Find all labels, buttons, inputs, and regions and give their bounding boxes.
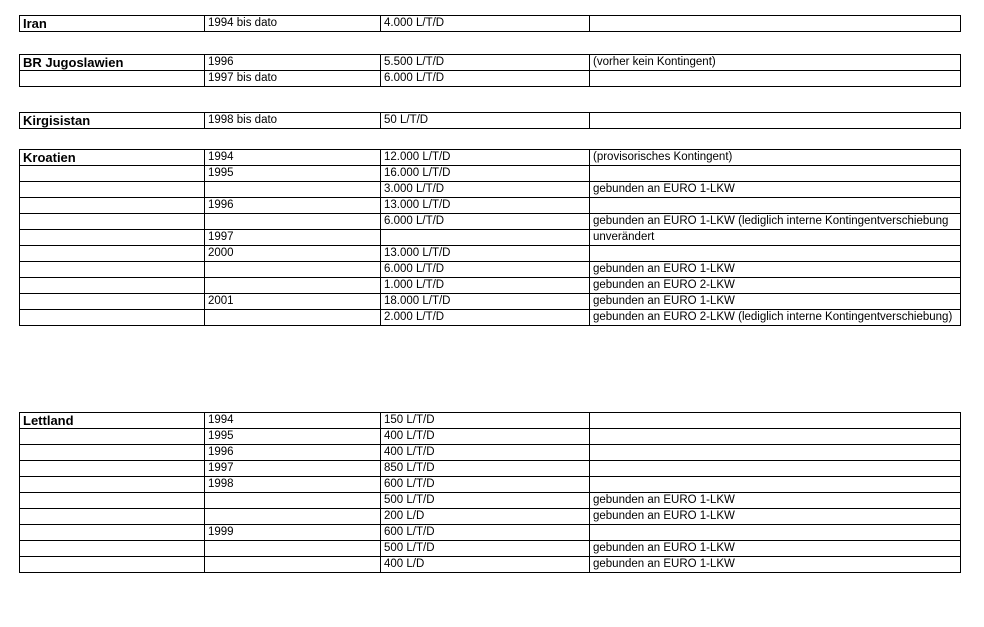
- table-row: [20, 525, 961, 541]
- note-cell: gebunden an EURO 1-LKW: [590, 493, 961, 509]
- table-row: [20, 230, 961, 246]
- year-cell: 1996: [205, 445, 381, 461]
- year-cell: 1995: [205, 166, 381, 182]
- quota-table-lettland: [19, 412, 961, 573]
- quota-cell: 13.000 L/T/D: [381, 246, 590, 262]
- country-cell: Kroatien: [20, 150, 205, 166]
- table-row: [20, 198, 961, 214]
- year-cell: 1994: [205, 150, 381, 166]
- table-row: [20, 71, 961, 87]
- table-row: [20, 113, 961, 129]
- year-cell: 1994: [205, 413, 381, 429]
- note-cell: [590, 429, 961, 445]
- year-cell: 2000: [205, 246, 381, 262]
- table-row: [20, 166, 961, 182]
- quota-cell: 1.000 L/T/D: [381, 278, 590, 294]
- table-row: [20, 493, 961, 509]
- table-row: [20, 182, 961, 198]
- table-row: [20, 294, 961, 310]
- note-cell: unverändert: [590, 230, 961, 246]
- quota-cell: 13.000 L/T/D: [381, 198, 590, 214]
- note-cell: [590, 461, 961, 477]
- table-row: [20, 16, 961, 32]
- table-row: [20, 445, 961, 461]
- table-row: [20, 150, 961, 166]
- country-cell: [20, 294, 205, 310]
- note-cell: gebunden an EURO 1-LKW (lediglich interne Kontingentverschiebung: [590, 214, 961, 230]
- country-cell: [20, 310, 205, 326]
- country-cell: [20, 461, 205, 477]
- year-cell: 2001: [205, 294, 381, 310]
- year-cell: 1996: [205, 198, 381, 214]
- country-cell: Kirgisistan: [20, 113, 205, 129]
- quota-cell: 16.000 L/T/D: [381, 166, 590, 182]
- table-row: [20, 557, 961, 573]
- year-cell: 1995: [205, 429, 381, 445]
- table-row: [20, 541, 961, 557]
- quota-cell: 3.000 L/T/D: [381, 182, 590, 198]
- note-cell: [590, 525, 961, 541]
- year-cell: [205, 214, 381, 230]
- quota-cell: [381, 230, 590, 246]
- quota-cell: 850 L/T/D: [381, 461, 590, 477]
- country-cell: [20, 541, 205, 557]
- year-cell: 1997 bis dato: [205, 71, 381, 87]
- table-row: [20, 509, 961, 525]
- year-cell: 1996: [205, 55, 381, 71]
- quota-cell: 500 L/T/D: [381, 541, 590, 557]
- note-cell: [590, 413, 961, 429]
- year-cell: 1998 bis dato: [205, 113, 381, 129]
- quota-table-iran: [19, 15, 961, 32]
- quota-cell: 200 L/D: [381, 509, 590, 525]
- country-cell: [20, 477, 205, 493]
- year-cell: [205, 493, 381, 509]
- quota-cell: 5.500 L/T/D: [381, 55, 590, 71]
- table-row: [20, 214, 961, 230]
- quota-cell: 18.000 L/T/D: [381, 294, 590, 310]
- country-cell: [20, 246, 205, 262]
- note-cell: gebunden an EURO 1-LKW: [590, 182, 961, 198]
- year-cell: 1999: [205, 525, 381, 541]
- note-cell: [590, 198, 961, 214]
- quota-cell: 6.000 L/T/D: [381, 214, 590, 230]
- quota-table-kirgisistan: [19, 112, 961, 129]
- country-cell: [20, 230, 205, 246]
- quota-table-jugoslawien: [19, 54, 961, 87]
- quota-cell: 400 L/D: [381, 557, 590, 573]
- quota-cell: 50 L/T/D: [381, 113, 590, 129]
- country-cell: [20, 278, 205, 294]
- country-cell: BR Jugoslawien: [20, 55, 205, 71]
- table-row: [20, 413, 961, 429]
- note-cell: [590, 445, 961, 461]
- quota-cell: 600 L/T/D: [381, 477, 590, 493]
- quota-cell: 400 L/T/D: [381, 445, 590, 461]
- country-cell: [20, 525, 205, 541]
- country-cell: [20, 198, 205, 214]
- quota-cell: 150 L/T/D: [381, 413, 590, 429]
- country-cell: [20, 262, 205, 278]
- quota-cell: 400 L/T/D: [381, 429, 590, 445]
- country-cell: [20, 445, 205, 461]
- year-cell: 1997: [205, 461, 381, 477]
- table-row: [20, 310, 961, 326]
- quota-cell: 6.000 L/T/D: [381, 71, 590, 87]
- note-cell: gebunden an EURO 1-LKW: [590, 509, 961, 525]
- quota-cell: 600 L/T/D: [381, 525, 590, 541]
- note-cell: gebunden an EURO 1-LKW: [590, 262, 961, 278]
- table-row: [20, 55, 961, 71]
- table-row: [20, 278, 961, 294]
- year-cell: 1998: [205, 477, 381, 493]
- country-cell: [20, 71, 205, 87]
- note-cell: (vorher kein Kontingent): [590, 55, 961, 71]
- country-cell: [20, 429, 205, 445]
- country-cell: [20, 166, 205, 182]
- year-cell: [205, 310, 381, 326]
- year-cell: [205, 278, 381, 294]
- note-cell: (provisorisches Kontingent): [590, 150, 961, 166]
- table-row: [20, 429, 961, 445]
- year-cell: 1994 bis dato: [205, 16, 381, 32]
- quota-cell: 6.000 L/T/D: [381, 262, 590, 278]
- year-cell: [205, 557, 381, 573]
- note-cell: gebunden an EURO 2-LKW: [590, 278, 961, 294]
- country-cell: Lettland: [20, 413, 205, 429]
- table-row: [20, 262, 961, 278]
- table-row: [20, 246, 961, 262]
- year-cell: [205, 182, 381, 198]
- quota-cell: 500 L/T/D: [381, 493, 590, 509]
- note-cell: [590, 246, 961, 262]
- note-cell: [590, 71, 961, 87]
- year-cell: 1997: [205, 230, 381, 246]
- quota-table-kroatien: [19, 149, 961, 326]
- country-cell: [20, 214, 205, 230]
- note-cell: [590, 166, 961, 182]
- quota-cell: 2.000 L/T/D: [381, 310, 590, 326]
- year-cell: [205, 262, 381, 278]
- country-cell: [20, 509, 205, 525]
- year-cell: [205, 509, 381, 525]
- note-cell: [590, 16, 961, 32]
- quota-cell: 12.000 L/T/D: [381, 150, 590, 166]
- note-cell: gebunden an EURO 1-LKW: [590, 557, 961, 573]
- note-cell: [590, 113, 961, 129]
- country-cell: [20, 557, 205, 573]
- table-row: [20, 461, 961, 477]
- year-cell: [205, 541, 381, 557]
- note-cell: [590, 477, 961, 493]
- country-cell: [20, 493, 205, 509]
- quota-cell: 4.000 L/T/D: [381, 16, 590, 32]
- table-row: [20, 477, 961, 493]
- country-cell: Iran: [20, 16, 205, 32]
- country-cell: [20, 182, 205, 198]
- note-cell: gebunden an EURO 1-LKW: [590, 294, 961, 310]
- note-cell: gebunden an EURO 2-LKW (lediglich interne Kontingentverschiebung): [590, 310, 961, 326]
- note-cell: gebunden an EURO 1-LKW: [590, 541, 961, 557]
